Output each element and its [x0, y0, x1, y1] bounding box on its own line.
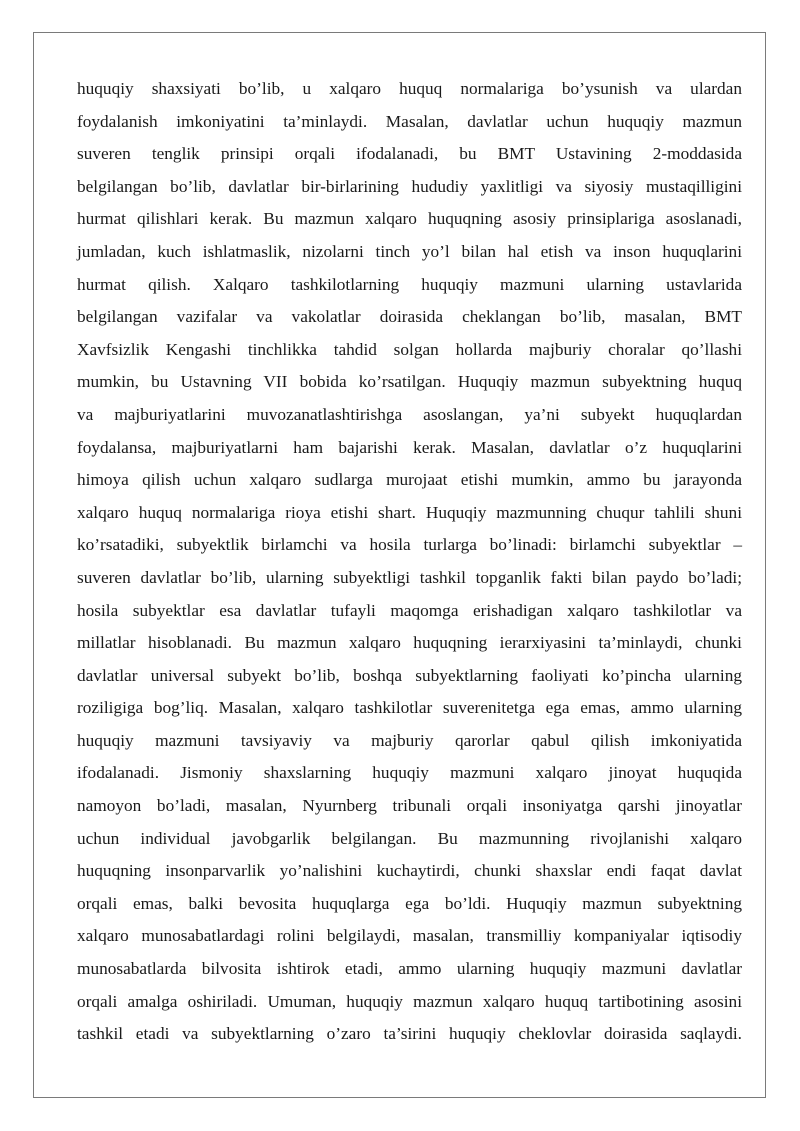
text-line: mumkin, bu Ustavning VII bobida ko’rsatilgan. Huquqiy mazmun subyektning huquq — [77, 372, 742, 392]
text-line: suveren tenglik prinsipi orqali ifodalanadi, bu BMT Ustavining 2-moddasida — [77, 144, 742, 164]
text-line: orqali emas, balki bevosita huquqlarga ega bo’ldi. Huquqiy mazmun subyektning — [77, 893, 742, 913]
text-line: roziligiga bog’liq. Masalan, xalqaro tashkilotlar suverenitetga ega emas, ammo ularning — [77, 698, 742, 718]
text-line: davlatlar universal subyekt bo’lib, boshqa subyektlarning faoliyati ko’pincha ularning — [77, 665, 742, 685]
text-line: hurmat qilishlari kerak. Bu mazmun xalqaro huquqning asosiy prinsiplariga asoslanadi, — [77, 209, 742, 229]
text-line: foydalansa, majburiyatlarni ham bajarishi kerak. Masalan, davlatlar o’z huquqlarini — [77, 437, 742, 457]
text-line: huquqning insonparvarlik yo’nalishini kuchaytirdi, chunki shaxslar endi faqat davlat — [77, 861, 742, 881]
text-line: millatlar hisoblanadi. Bu mazmun xalqaro huquqning ierarxiyasini ta’minlaydi, chunki — [77, 633, 742, 653]
text-line: himoya qilish uchun xalqaro sudlarga murojaat etishi mumkin, ammo bu jarayonda — [77, 470, 742, 490]
text-line: va majburiyatlarini muvozanatlashtirishga asoslangan, ya’ni subyekt huquqlardan — [77, 404, 742, 424]
text-line: namoyon bo’ladi, masalan, Nyurnberg tribunali orqali insoniyatga qarshi jinoyatlar — [77, 796, 742, 816]
text-line: xalqaro huquq normalariga rioya etishi shart. Huquqiy mazmunning chuqur tahlili shuni — [77, 502, 742, 522]
text-line: hosila subyektlar esa davlatlar tufayli maqomga erishadigan xalqaro tashkilotlar va — [77, 600, 742, 620]
text-line: xalqaro munosabatlardagi rolini belgilaydi, masalan, transmilliy kompaniyalar iqtisodiy — [77, 926, 742, 946]
text-line: Xavfsizlik Kengashi tinchlikka tahdid solgan hollarda majburiy choralar qo’llashi — [77, 339, 742, 359]
text-line: jumladan, kuch ishlatmaslik, nizolarni tinch yo’l bilan hal etish va inson huquqlarini — [77, 241, 742, 261]
text-line: ifodalanadi. Jismoniy shaxslarning huquqiy mazmuni xalqaro jinoyat huquqida — [77, 763, 742, 783]
text-line: orqali amalga oshiriladi. Umuman, huquqiy mazmun xalqaro huquq tartibotining asosini — [77, 991, 742, 1011]
body-paragraph — [77, 73, 742, 1051]
text-line: belgilangan vazifalar va vakolatlar doirasida cheklangan bo’lib, masalan, BMT — [77, 307, 742, 327]
text-line: huquqiy shaxsiyati bo’lib, u xalqaro huquq normalariga bo’ysunish va ulardan — [77, 79, 742, 98]
text-line: suveren davlatlar bo’lib, ularning subyektligi tashkil topganlik fakti bilan paydo bo’ladi; — [77, 567, 742, 587]
text-line: belgilangan bo’lib, davlatlar bir-birlarining hududiy yaxlitligi va siyosiy mustaqilligini — [77, 176, 742, 196]
text-line: foydalanish imkoniyatini ta’minlaydi. Masalan, davlatlar uchun huquqiy mazmun — [77, 111, 742, 131]
text-line: huquqiy mazmuni tavsiyaviy va majburiy qarorlar qabul qilish imkoniyatida — [77, 730, 742, 750]
text-line: hurmat qilish. Xalqaro tashkilotlarning huquqiy mazmuni ularning ustavlarida — [77, 274, 742, 294]
text-line: uchun individual javobgarlik belgilangan. Bu mazmunning rivojlanishi xalqaro — [77, 828, 742, 848]
text-line: munosabatlarda bilvosita ishtirok etadi, ammo ularning huquqiy mazmuni davlatlar — [77, 959, 742, 979]
text-line: ko’rsatadiki, subyektlik birlamchi va hosila turlarga bo’linadi: birlamchi subyektlar – — [77, 535, 742, 555]
text-line: tashkil etadi va subyektlarning o’zaro ta’sirini huquqiy cheklovlar doirasida saqlaydi. — [77, 1024, 742, 1044]
